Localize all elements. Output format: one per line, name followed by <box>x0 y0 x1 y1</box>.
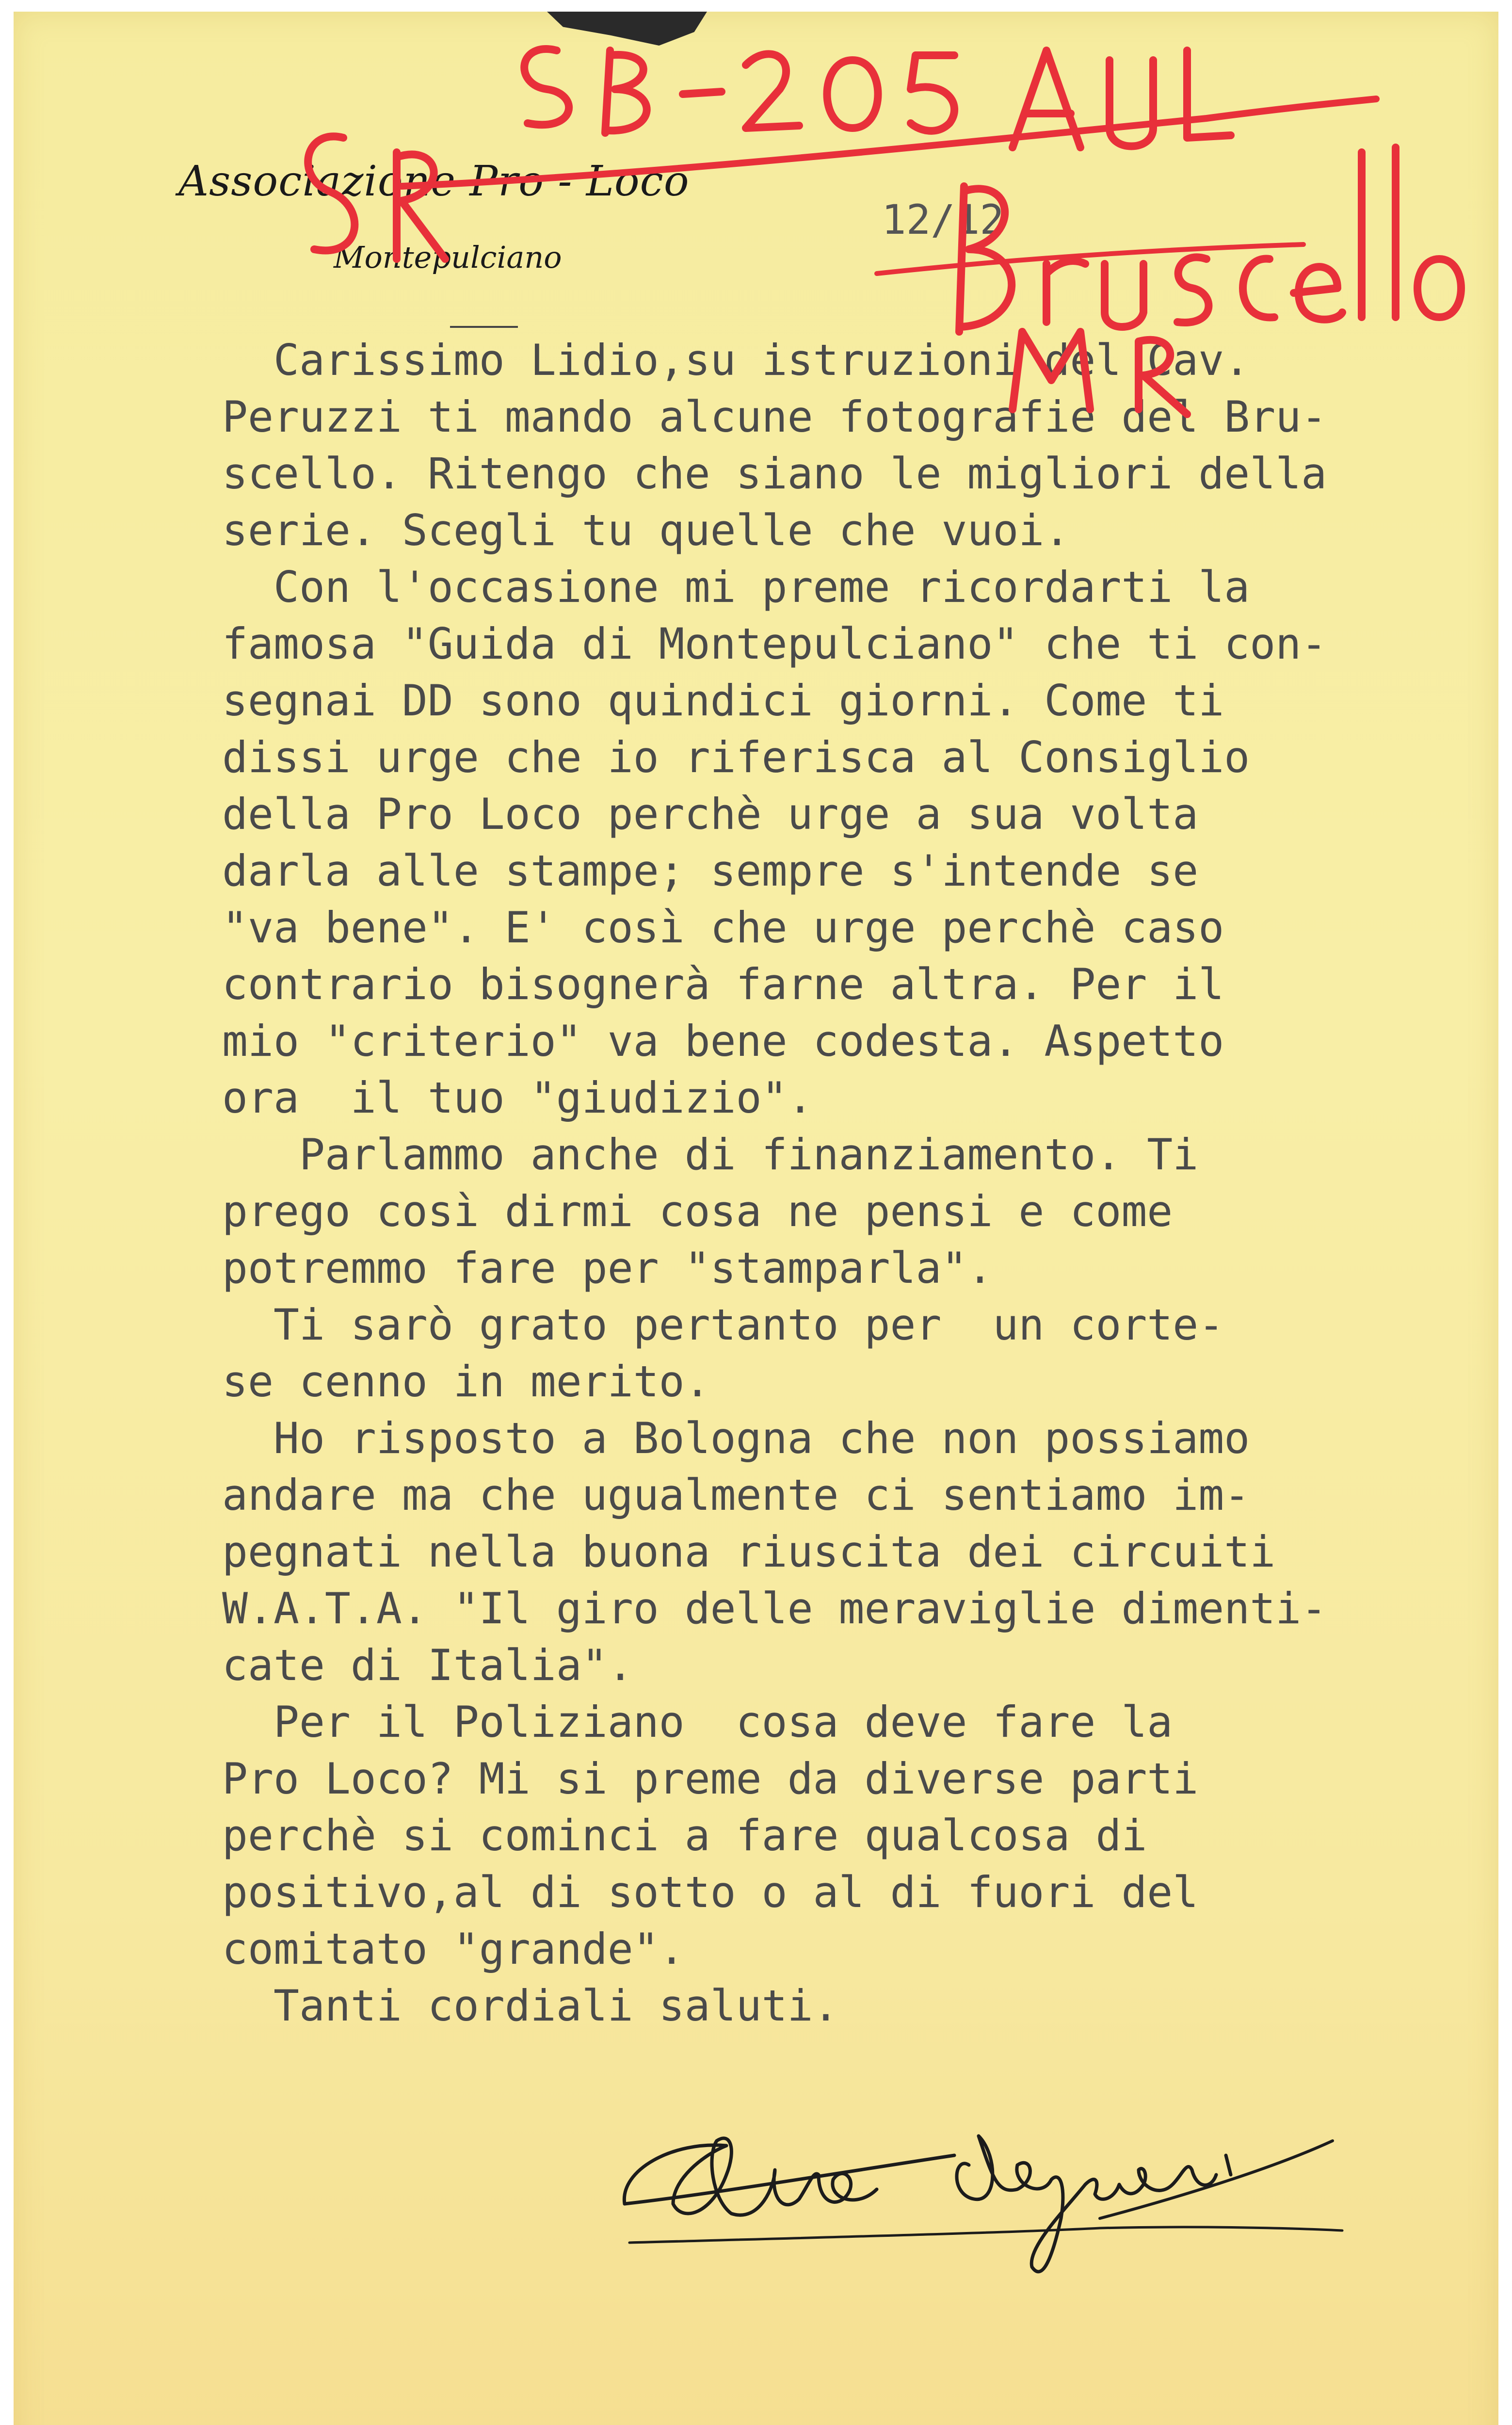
body-line: Ti sarò grato pertanto per un corte- <box>222 1300 1224 1350</box>
body-line: cate di Italia". <box>222 1640 633 1690</box>
body-line: Tanti cordiali saluti. <box>222 1981 839 2031</box>
body-line: segnai DD sono quindici giorni. Come ti <box>222 676 1224 726</box>
body-line: serie. Scegli tu quelle che vuoi. <box>222 505 1070 555</box>
red-pencil-annotation <box>285 31 1468 506</box>
body-line: ora il tuo "giudizio". <box>222 1073 813 1123</box>
signature <box>615 2058 1367 2301</box>
body-line: Ho risposto a Bologna che non possiamo <box>222 1413 1250 1463</box>
letter-body <box>222 332 1493 2034</box>
body-line: contrario bisognerà farne altra. Per il <box>222 959 1224 1009</box>
body-line: darla alle stampe; sempre s'intende se <box>222 846 1199 896</box>
body-line: Parlammo anche di finanziamento. Ti <box>222 1130 1199 1180</box>
body-line: mio "criterio" va bene codesta. Aspetto <box>222 1016 1224 1066</box>
body-line: Peruzzi ti mando alcune fotografie del Bru- <box>222 392 1327 442</box>
body-line: pegnati nella buona riuscita dei circuiti <box>222 1527 1276 1577</box>
body-line: Pro Loco? Mi si preme da diverse parti <box>222 1754 1199 1804</box>
body-line: Con l'occasione mi preme ricordarti la <box>222 562 1250 612</box>
body-line: "va bene". E' così che urge perchè caso <box>222 903 1224 953</box>
body-line: famosa "Guida di Montepulciano" che ti con- <box>222 619 1327 669</box>
letter-sheet <box>14 12 1498 2425</box>
body-line: potremmo fare per "stamparla". <box>222 1243 993 1293</box>
body-line: Carissimo Lidio,su istruzioni del Cav. <box>222 335 1250 385</box>
body-line: Per il Poliziano cosa deve fare la <box>222 1697 1173 1747</box>
body-line: positivo,al di sotto o al di fuori del <box>222 1867 1199 1917</box>
body-line: se cenno in merito. <box>222 1357 710 1406</box>
body-line: andare ma che ugualmente ci sentiamo im- <box>222 1470 1250 1520</box>
letterhead-city: Montepulciano <box>334 240 562 275</box>
body-line: W.A.T.A. "Il giro delle meraviglie dimenti- <box>222 1584 1327 1633</box>
body-line: comitato "grande". <box>222 1924 685 1974</box>
body-line: perchè si cominci a fare qualcosa di <box>222 1811 1147 1860</box>
body-line: della Pro Loco perchè urge a sua volta <box>222 789 1199 839</box>
letter-date: 12/12 <box>882 196 1004 243</box>
body-line: prego così dirmi cosa ne pensi e come <box>222 1186 1173 1236</box>
letterhead-organization: Associazione Pro - Loco <box>178 157 690 206</box>
body-line: scello. Ritengo che siano le migliori della <box>222 449 1327 499</box>
body-line: dissi urge che io riferisca al Consiglio <box>222 732 1250 782</box>
